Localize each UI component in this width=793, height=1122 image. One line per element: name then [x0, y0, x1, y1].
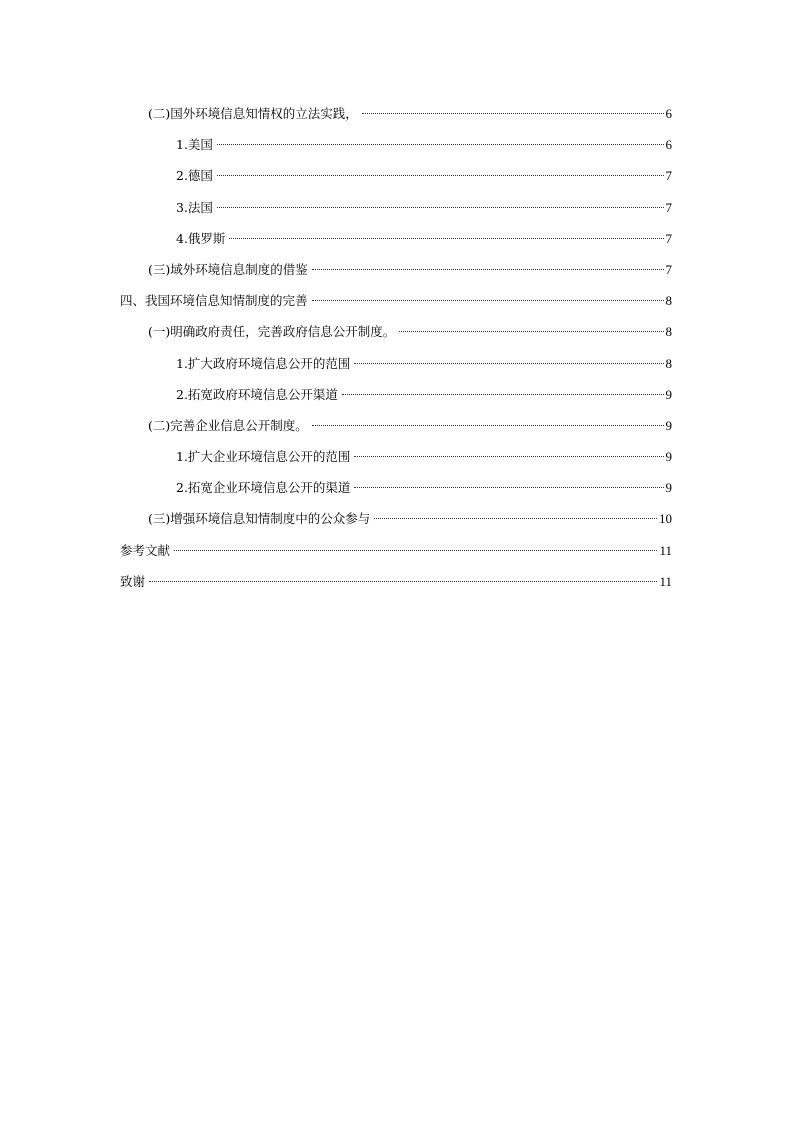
toc-entry-page: 9	[665, 480, 672, 496]
dot-leader	[149, 581, 657, 582]
toc-entry[interactable]	[120, 132, 672, 163]
toc-entry[interactable]	[120, 226, 672, 257]
toc-entry[interactable]	[120, 538, 672, 569]
toc-entry-page: 11	[659, 573, 672, 589]
dot-leader	[174, 550, 657, 551]
toc-entry-page: 11	[659, 542, 672, 558]
toc-entry-page: 7	[665, 261, 672, 277]
toc-entry-page: 8	[665, 324, 672, 340]
toc-entry[interactable]	[120, 163, 672, 194]
toc-entry-title: (二)完善企业信息公开制度。	[148, 417, 308, 433]
toc-entry-page: 6	[665, 106, 672, 121]
toc-entry[interactable]	[120, 195, 672, 226]
toc-entry[interactable]	[120, 475, 672, 506]
toc-entry-page: 10	[659, 511, 672, 527]
dot-leader	[354, 487, 663, 488]
toc-entry-title: 2.拓宽企业环境信息公开的渠道	[176, 480, 351, 496]
toc-entry-page: 9	[665, 386, 672, 402]
toc-entry-title: 4.俄罗斯	[176, 230, 226, 246]
dot-leader	[217, 144, 664, 145]
toc-entry-page: 9	[665, 417, 672, 433]
toc-entry-page: 9	[665, 449, 672, 465]
toc-entry[interactable]	[120, 382, 672, 413]
toc-entry[interactable]	[120, 288, 672, 319]
toc-entry[interactable]	[120, 413, 672, 444]
dot-leader	[399, 331, 663, 332]
dot-leader	[217, 207, 664, 208]
dot-leader	[354, 456, 663, 457]
toc-entry-page: 7	[665, 168, 672, 184]
toc-entry-page: 8	[665, 355, 672, 371]
toc-entry-page: 8	[665, 293, 672, 309]
toc-entry-title: 2.拓宽政府环境信息公开渠道	[176, 386, 338, 402]
toc-entry-title: 致谢	[120, 573, 146, 589]
table-of-contents	[120, 101, 672, 600]
dot-leader	[312, 425, 664, 426]
toc-entry-page: 7	[665, 230, 672, 246]
toc-entry-title: 参考文献	[120, 542, 171, 558]
toc-entry-title: 四、我国环境信息知情制度的完善	[120, 293, 308, 309]
toc-entry-title: 1.扩大企业环境信息公开的范围	[176, 449, 351, 465]
dot-leader	[312, 300, 664, 301]
toc-entry[interactable]	[120, 101, 672, 132]
toc-entry-title: 1.扩大政府环境信息公开的范围	[176, 355, 351, 371]
dot-leader	[229, 238, 663, 239]
dot-leader	[374, 518, 657, 519]
toc-entry[interactable]	[120, 569, 672, 600]
toc-entry[interactable]	[120, 351, 672, 382]
toc-entry-title: 2.德国	[176, 168, 213, 184]
toc-entry[interactable]	[120, 319, 672, 350]
toc-entry-page: 6	[665, 137, 672, 153]
toc-entry-title: (二)国外环境信息知情权的立法实践，	[148, 106, 358, 121]
dot-leader	[342, 394, 664, 395]
dot-leader	[362, 113, 664, 114]
dot-leader	[354, 363, 663, 364]
toc-entry-title: (三)域外环境信息制度的借鉴	[148, 261, 308, 277]
toc-entry-title: (三)增强环境信息知情制度中的公众参与	[148, 511, 371, 527]
toc-entry-title: 1.美国	[176, 137, 213, 153]
toc-entry[interactable]	[120, 506, 672, 537]
dot-leader	[217, 175, 664, 176]
toc-entry-page: 7	[665, 199, 672, 215]
toc-entry-title: 3.法国	[176, 199, 213, 215]
toc-entry[interactable]	[120, 257, 672, 288]
toc-entry-title: (一)明确政府责任，完善政府信息公开制度。	[148, 324, 396, 340]
toc-entry[interactable]	[120, 444, 672, 475]
dot-leader	[312, 269, 664, 270]
